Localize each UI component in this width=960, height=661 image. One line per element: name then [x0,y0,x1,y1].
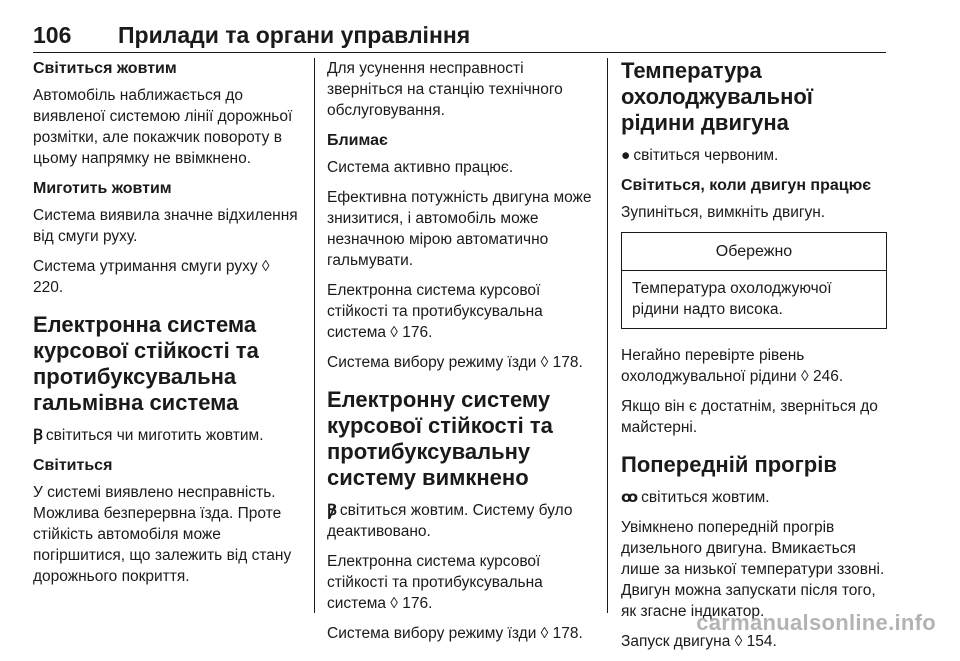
column-2 [327,58,595,653]
esc-icon: Ꞵ [33,427,43,444]
column-1 [33,58,301,596]
warning-title: Обережно [622,233,886,271]
heading-preheat: Попередній прогрів [621,452,837,477]
heading-engine-running: Світиться, коли двигун працює [621,177,872,194]
paragraph-preheat-info: Увімкнено попередній прогрів дизельного двигуна. Вмикається лише за низької температури ззовні. Двигун можна запускати після того, як згасне індикатор. [621,519,885,620]
paragraph-esc-off-drive-mode-ref: Система вибору режиму їзди ◊ 178. [327,625,583,642]
page-number: 106 [33,22,72,48]
heading-coolant-temp: Температура охолоджувальної рідини двигуна [621,58,813,135]
paragraph-stop-engine: Зупиніться, вимкніть двигун. [621,204,826,221]
paragraph-esc-off-ref: Електронна система курсової стійкості та протибуксувальна система ◊ 176. [327,553,543,612]
heading-blinks: Блимає [327,132,388,149]
page-header [33,20,886,53]
paragraph-workshop: Якщо він є достатнім, зверніться до майстерні. [621,398,878,436]
paragraph-lane-deviation: Система виявила значне відхилення від смуги руху. [33,207,298,245]
column-divider-1 [314,58,315,613]
paragraph-service-fix: Для усунення несправності зверніться на станцію технічного обслуговування. [327,60,563,119]
heading-esc-traction: Електронна система курсової стійкості та протибуксувальна гальмівна система [33,312,259,415]
esc-off-icon: Ꞵ̸ [327,502,337,519]
warning-box [621,232,887,329]
paragraph-blink-power: Ефективна потужність двигуна може знизитися, і автомобіль може незначною мірою автоматично гальмувати. [327,189,592,269]
paragraph-esc-fault: У системі виявлено несправність. Можлива безперервна їзда. Проте стійкість автомобіля може погіршитися, що залежить від стану дорожнього покриття. [33,484,292,585]
page-title: Прилади та органи управління [118,22,471,48]
paragraph-preheat-indicator: ꝏ світиться жовтим. [621,489,770,506]
column-3 [621,58,889,661]
paragraph-lane-approach: Автомобіль наближається до виявленої системою лінії дорожньої розмітки, але покажчик повороту в цьому напрямку не ввімкнено. [33,87,293,167]
coolant-temp-icon: ● [621,147,631,164]
heading-yellow-flash: Миготить жовтим [33,180,172,197]
paragraph-lane-keep-ref: Система утримання смуги руху ◊ 220. [33,258,270,296]
paragraph-blink-esc-ref: Електронна система курсової стійкості та протибуксувальна система ◊ 176. [327,282,543,341]
heading-lights: Світиться [33,457,113,474]
watermark: carmanualsonline.info [696,610,936,635]
paragraph-esc-indicator: Ꞵ світиться чи миготить жовтим. [33,427,264,444]
paragraph-blink-active: Система активно працює. [327,159,514,176]
paragraph-check-coolant: Негайно перевірте рівень охолоджувальної рідини ◊ 246. [621,347,844,385]
paragraph-coolant-indicator: ● світиться червоним. [621,147,779,164]
preheat-coil-icon: ꝏ [621,489,639,506]
heading-esc-off: Електронну систему курсової стійкості та протибуксувальну систему вимкнено [327,387,553,490]
warning-body: Температура охолоджуючої рідини надто висока. [632,280,832,318]
paragraph-esc-off-indicator: Ꞵ̸ світиться жовтим. Систему було деактивовано. [327,502,573,540]
column-divider-2 [607,58,608,613]
paragraph-engine-start-ref: Запуск двигуна ◊ 154. [621,633,777,650]
paragraph-blink-drive-mode-ref: Система вибору режиму їзди ◊ 178. [327,354,583,371]
heading-yellow-on: Світиться жовтим [33,60,177,77]
